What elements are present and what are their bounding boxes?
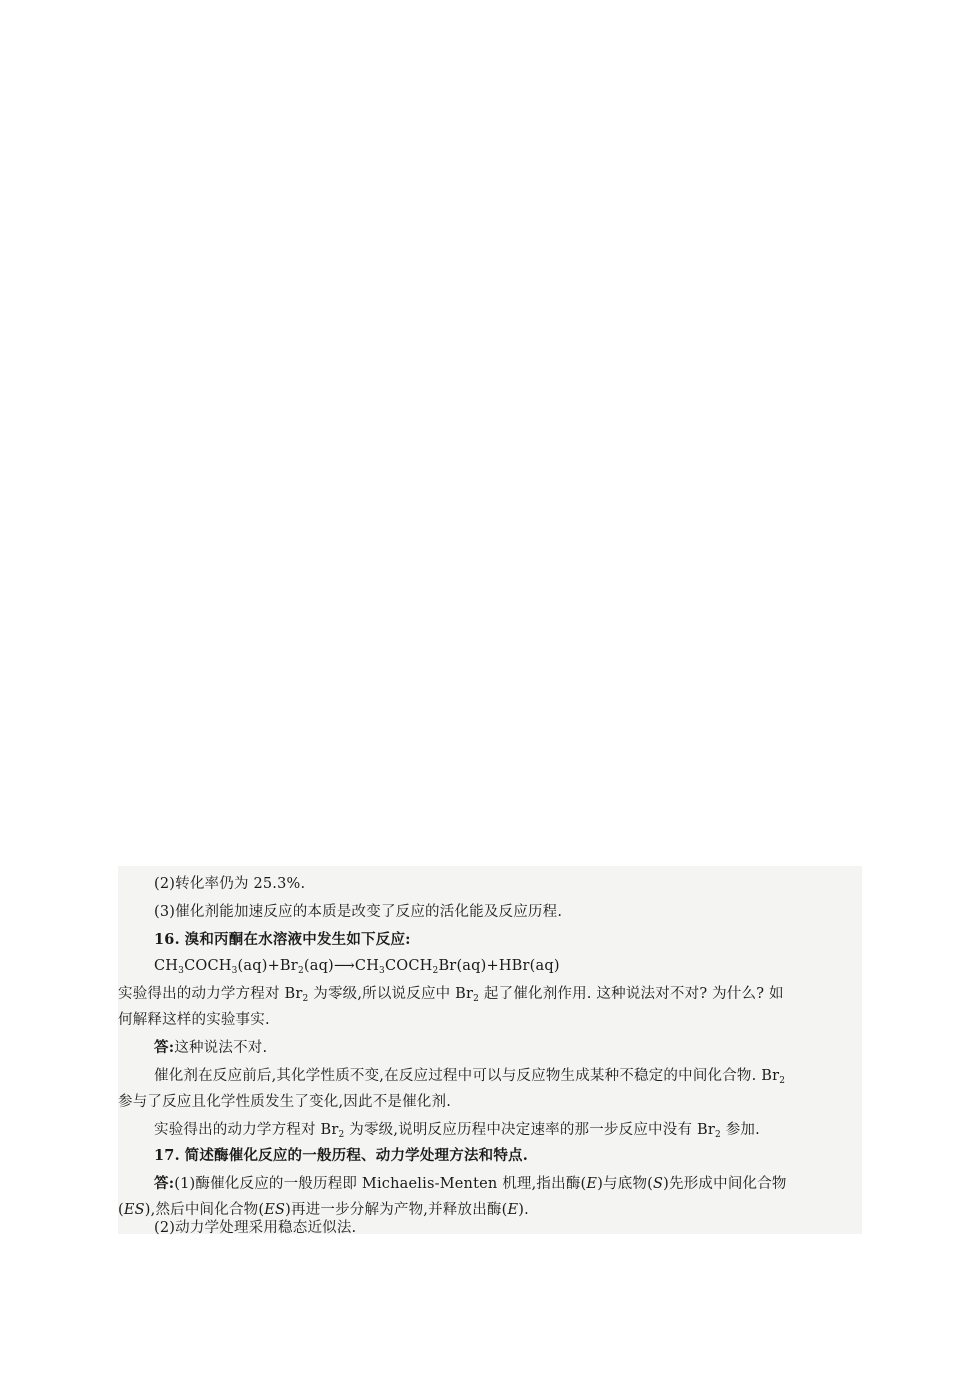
answer-17-line3 (154, 1218, 356, 1238)
text: (2)动力学处理采用稳态近似法. (154, 1220, 357, 1236)
answer-16-line1 (154, 1066, 785, 1086)
sub: 2 (302, 994, 309, 1004)
answer-16-line2 (118, 1092, 451, 1112)
eq-sub: 2 (432, 966, 439, 976)
answer-17-line1 (154, 1174, 787, 1194)
text: (1)酶催化反应的一般历程即 Michaelis-Menten 机理,指出酶( (174, 1176, 587, 1192)
eq-sub: 3 (178, 966, 185, 976)
question-text: 溴和丙酮在水溶液中发生如下反应: (184, 931, 411, 948)
text: 为零级,说明反应历程中决定速率的那一步反应中没有 Br (344, 1122, 715, 1138)
text: 参加. (720, 1122, 760, 1138)
answer-16-verdict (154, 1038, 267, 1058)
text: )与底物( (597, 1176, 654, 1192)
eq-part: COCH (184, 958, 232, 974)
symbol: ES (264, 1202, 286, 1218)
text: 为零级,所以说反应中 Br (308, 986, 474, 1002)
answer-16-line3 (154, 1120, 760, 1140)
text: ). (518, 1202, 529, 1218)
sub: 2 (473, 994, 480, 1004)
text: (2)转化率仍为 25.3%. (154, 876, 306, 892)
symbol: E (507, 1202, 519, 1218)
question-17 (154, 1146, 528, 1166)
answer-line-catalyst (154, 902, 562, 922)
eq-part: CH (154, 958, 179, 974)
text: ( (118, 1202, 124, 1218)
symbol: S (653, 1176, 664, 1192)
eq-sub: 3 (231, 966, 238, 976)
text: 实验得出的动力学方程对 Br (118, 986, 303, 1002)
answer-label: 答: (154, 1175, 175, 1192)
text: 这种说法不对. (174, 1040, 268, 1056)
reaction-equation (154, 956, 560, 976)
text: 起了催化剂作用. 这种说法对不对? 为什么? 如 (479, 986, 784, 1002)
question-16-body-line1 (118, 984, 784, 1004)
text: 何解释这样的实验事实. (118, 1012, 270, 1028)
eq-part: COCH (384, 958, 433, 974)
sub: 2 (779, 1076, 786, 1086)
question-16-body-line2 (118, 1010, 270, 1030)
text: 实验得出的动力学方程对 Br (154, 1122, 339, 1138)
question-text: 简述酶催化反应的一般历程、动力学处理方法和特点. (184, 1147, 528, 1164)
text: (3)催化剂能加速反应的本质是改变了反应的活化能及反应历程. (154, 904, 563, 920)
answer-17-line2 (118, 1200, 529, 1220)
sub: 2 (338, 1130, 345, 1140)
answer-label: 答: (154, 1039, 175, 1056)
symbol: E (586, 1176, 598, 1192)
text: 催化剂在反应前后,其化学性质不变,在反应过程中可以与反应物生成某种不稳定的中间化合物. Br (154, 1068, 780, 1084)
eq-sub: 3 (379, 966, 385, 976)
answer-line-conversion (154, 874, 305, 894)
scanned-text-block (118, 866, 862, 1234)
text: 参与了反应且化学性质发生了变化,因此不是催化剂. (118, 1094, 452, 1110)
text: )先形成中间化合物 (663, 1176, 787, 1192)
question-16 (154, 930, 411, 950)
symbol: ES (123, 1202, 145, 1218)
eq-part: (aq)⟶CH (303, 958, 380, 974)
question-number: 17. (154, 1147, 180, 1164)
question-number: 16. (154, 931, 180, 948)
eq-part: Br(aq)+HBr(aq) (438, 958, 560, 974)
eq-sub: 2 (297, 966, 304, 976)
eq-part: (aq)+Br (237, 958, 298, 974)
sub: 2 (714, 1130, 721, 1140)
text: )再进一步分解为产物,并释放出酶( (285, 1202, 508, 1218)
text: ),然后中间化合物( (144, 1202, 265, 1218)
